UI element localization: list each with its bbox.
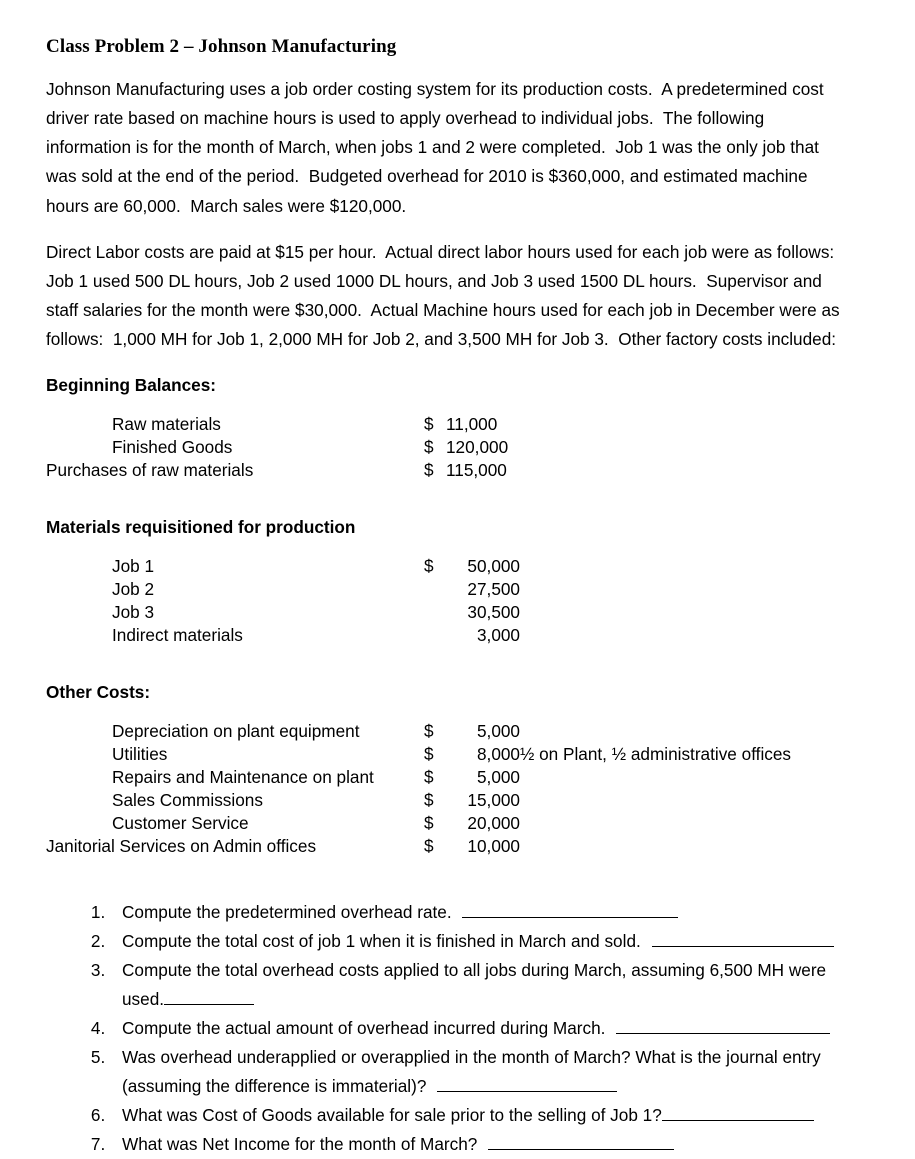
row-label: Raw materials bbox=[112, 413, 221, 434]
table-row bbox=[46, 459, 508, 482]
answer-blank[interactable] bbox=[164, 989, 254, 1005]
row-amount: 50,000 bbox=[467, 555, 520, 576]
row-currency: $ bbox=[424, 459, 434, 480]
table-row bbox=[46, 601, 520, 624]
row-label: Indirect materials bbox=[112, 624, 243, 645]
spacer bbox=[46, 647, 869, 679]
row-amount: 10,000 bbox=[467, 835, 520, 856]
table-row bbox=[46, 720, 791, 743]
list-item bbox=[110, 898, 869, 927]
row-currency: $ bbox=[424, 743, 434, 764]
other-costs-heading: Other Costs: bbox=[46, 681, 151, 702]
row-currency: $ bbox=[424, 555, 434, 576]
question-text: What was Cost of Goods available for sale prior to the selling of Job 1? bbox=[122, 1104, 662, 1125]
row-amount: 5,000 bbox=[476, 766, 520, 787]
row-note bbox=[520, 835, 791, 858]
row-amount: 5,000 bbox=[476, 720, 520, 741]
row-label: Job 3 bbox=[112, 601, 155, 622]
row-note bbox=[520, 789, 791, 812]
intro-paragraph-1: Johnson Manufacturing uses a job order costing system for its production costs. A predetermined cost driver rate based on machine hours is used to apply overhead to individual jobs. The following information is for the month of March, when jobs 1 and 2 were completed. Job 1 was the only job that was sold at the end of the period. Budgeted overhead for 2010 is $360,000, and estimated machine hours are 60,000. March sales were $120,000. bbox=[46, 78, 829, 216]
row-amount: 115,000 bbox=[446, 459, 507, 480]
list-item bbox=[110, 1014, 869, 1043]
row-label: Sales Commissions bbox=[112, 789, 263, 810]
spacer bbox=[46, 482, 869, 514]
row-currency bbox=[424, 624, 446, 647]
list-item bbox=[110, 927, 869, 956]
row-amount: 30,500 bbox=[467, 601, 520, 622]
answer-blank[interactable] bbox=[462, 902, 678, 918]
row-note bbox=[520, 812, 791, 835]
row-currency: $ bbox=[424, 720, 434, 741]
row-note bbox=[520, 720, 791, 743]
answer-blank[interactable] bbox=[488, 1134, 674, 1150]
beginning-balances-heading: Beginning Balances: bbox=[46, 374, 216, 395]
answer-blank[interactable] bbox=[662, 1105, 814, 1121]
row-currency: $ bbox=[424, 766, 434, 787]
row-label: Repairs and Maintenance on plant bbox=[112, 766, 374, 787]
row-label: Purchases of raw materials bbox=[46, 459, 254, 480]
table-row bbox=[46, 624, 520, 647]
spacer bbox=[46, 541, 869, 555]
row-currency bbox=[424, 578, 446, 601]
answer-blank[interactable] bbox=[437, 1076, 617, 1092]
spacer bbox=[46, 858, 869, 898]
table-row bbox=[46, 789, 791, 812]
row-amount: 27,500 bbox=[467, 578, 520, 599]
table-row bbox=[46, 766, 791, 789]
row-label: Janitorial Services on Admin offices bbox=[46, 835, 317, 856]
row-label: Utilities bbox=[112, 743, 168, 764]
row-currency: $ bbox=[424, 789, 434, 810]
table-row bbox=[46, 578, 520, 601]
row-amount: 11,000 bbox=[446, 413, 498, 434]
beginning-balances-table bbox=[46, 413, 508, 482]
table-row bbox=[46, 812, 791, 835]
row-currency: $ bbox=[424, 413, 434, 434]
answer-blank[interactable] bbox=[616, 1018, 830, 1034]
questions-list bbox=[46, 898, 869, 1159]
table-row bbox=[46, 743, 791, 766]
page-title: Class Problem 2 – Johnson Manufacturing bbox=[46, 36, 397, 57]
row-label: Finished Goods bbox=[112, 436, 233, 457]
list-item bbox=[110, 956, 869, 1014]
row-note bbox=[520, 766, 791, 789]
row-note: ½ on Plant, ½ administrative offices bbox=[520, 743, 792, 764]
row-label: Job 1 bbox=[112, 555, 155, 576]
question-text: Was overhead underapplied or overapplied in the month of March? What is the journal entry (assuming the difference is immaterial)? bbox=[122, 1046, 821, 1096]
row-label: Job 2 bbox=[112, 578, 155, 599]
spacer bbox=[46, 706, 869, 720]
intro-paragraph-2: Direct Labor costs are paid at $15 per hour. Actual direct labor hours used for each job were as follows: Job 1 used 500 DL hours, Job 2 used 1000 DL hours, and Job 3 used 1500 DL hours. Supervisor and staff salaries for the month were $30,000. Actual Machine hours used for each job in December were as follows: 1,000 MH for Job 1, 2,000 MH for Job 2, and 3,500 MH for Job 3. Other factory costs included: bbox=[46, 241, 845, 350]
row-label: Customer Service bbox=[112, 812, 249, 833]
row-currency: $ bbox=[424, 835, 434, 856]
row-amount: 20,000 bbox=[467, 812, 520, 833]
question-text: Compute the actual amount of overhead incurred during March. bbox=[122, 1017, 611, 1038]
table-row bbox=[46, 436, 508, 459]
materials-requisitioned-heading: Materials requisitioned for production bbox=[46, 516, 356, 537]
row-currency bbox=[424, 601, 446, 624]
row-currency: $ bbox=[424, 436, 434, 457]
row-amount: 3,000 bbox=[476, 624, 520, 645]
spacer bbox=[46, 399, 869, 413]
question-text: Compute the predetermined overhead rate. bbox=[122, 901, 457, 922]
row-amount: 15,000 bbox=[467, 789, 520, 810]
question-text: Compute the total cost of job 1 when it is finished in March and sold. bbox=[122, 930, 646, 951]
list-item bbox=[110, 1043, 869, 1101]
list-item bbox=[110, 1130, 869, 1159]
row-amount: 120,000 bbox=[446, 436, 509, 457]
row-amount: 8,000 bbox=[476, 743, 520, 764]
other-costs-table bbox=[46, 720, 791, 858]
question-text: Compute the total overhead costs applied to all jobs during March, assuming 6,500 MH were used. bbox=[122, 959, 827, 1009]
row-currency: $ bbox=[424, 812, 434, 833]
list-item bbox=[110, 1101, 869, 1130]
question-text: What was Net Income for the month of March? bbox=[122, 1133, 483, 1154]
answer-blank[interactable] bbox=[652, 931, 834, 947]
row-label: Depreciation on plant equipment bbox=[112, 720, 360, 741]
table-row bbox=[46, 555, 520, 578]
materials-requisitioned-table bbox=[46, 555, 520, 647]
table-row bbox=[46, 413, 508, 436]
table-row bbox=[46, 835, 791, 858]
